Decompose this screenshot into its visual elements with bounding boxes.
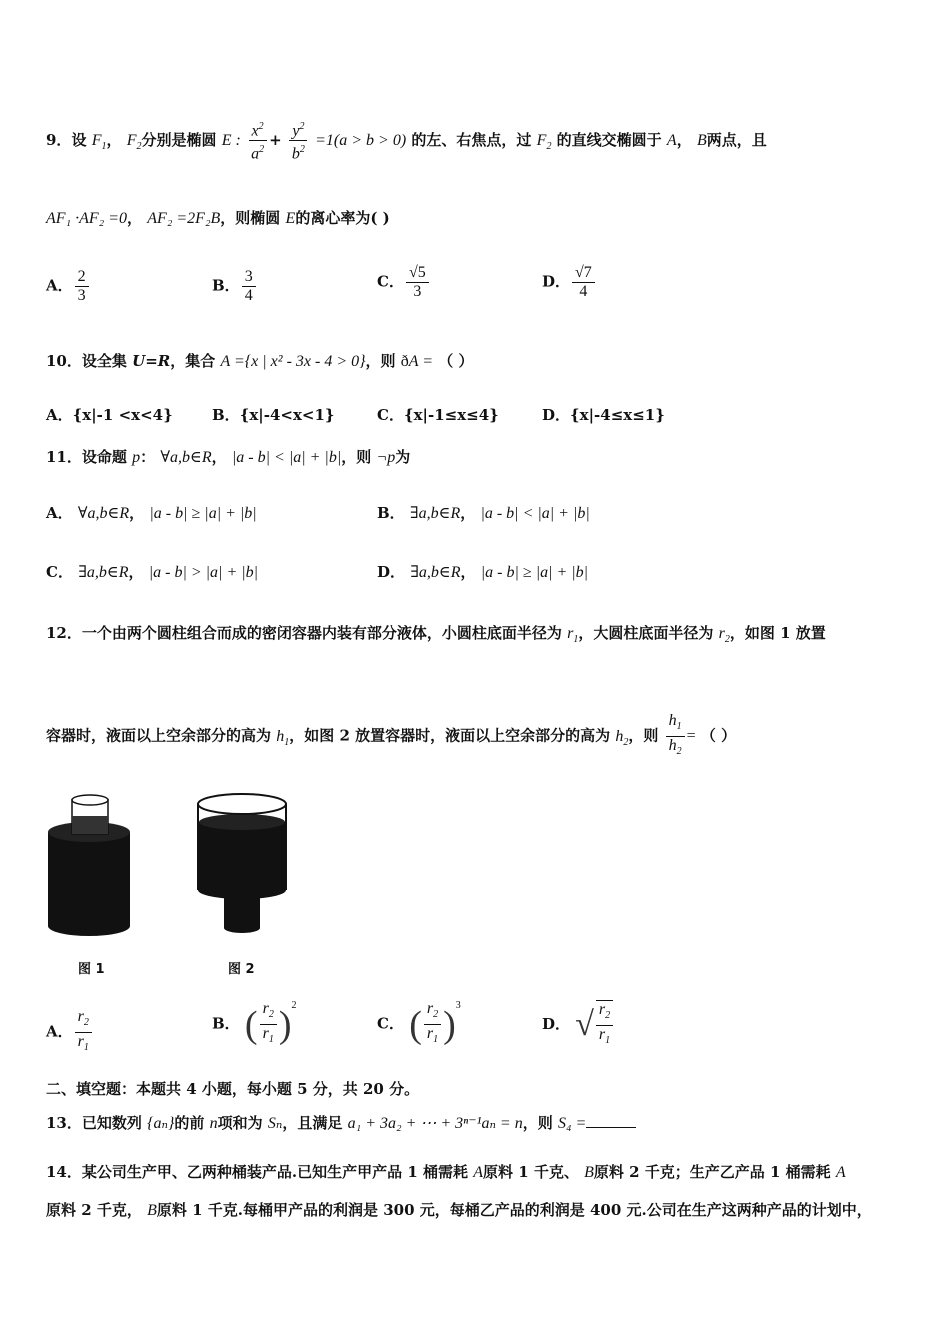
q9-cond2: AF₂ =2F₂B bbox=[147, 210, 221, 227]
q12-text-6: ，则 bbox=[628, 726, 659, 745]
q9-text-4: 的直线交椭圆于 bbox=[556, 130, 662, 149]
q9-text-7: 的离心率为( ) bbox=[295, 209, 390, 227]
q12-text-2: ，大圆柱底面半径为 bbox=[578, 624, 714, 642]
q13-text: 已知数列 bbox=[81, 1114, 142, 1132]
q12-option-b[interactable]: B． ( $\frac{r_2}{r_1}$ ) $^2$ bbox=[212, 1000, 297, 1046]
q10-option-d[interactable]: D．{x|-4≤x≤1} bbox=[542, 406, 665, 424]
q14-text-3: 原料 2 千克；生产乙产品 1 桶需耗 bbox=[593, 1163, 831, 1181]
q10-stem bbox=[46, 350, 910, 371]
q9-eq-rhs: =1(a > b > 0) bbox=[315, 131, 407, 149]
q11-stem bbox=[46, 446, 910, 467]
q10-complement-a: A = bbox=[408, 353, 434, 370]
q9-sep-2: ， bbox=[676, 130, 692, 149]
q11-option-a[interactable]: A． ∀a,b∈R， |a - b| ≥ |a| + |b| bbox=[46, 504, 257, 522]
q13-n: n bbox=[209, 1115, 218, 1132]
figure-2-caption: 图 2 bbox=[228, 962, 255, 977]
q11-quantifier: ∀a,b∈R bbox=[160, 449, 212, 466]
q12-stem-line2 bbox=[46, 712, 910, 761]
fig2-big-top bbox=[198, 794, 286, 814]
q14-B-2: B bbox=[147, 1202, 157, 1219]
q9-text-2: 分别是椭圆 bbox=[141, 130, 217, 149]
q9-sep-3: ， bbox=[127, 209, 143, 227]
q12-option-a[interactable]: A． $\frac{r_2}{r_1}$ bbox=[46, 1008, 94, 1057]
q9-text-6: ，则椭圆 bbox=[220, 209, 281, 227]
q9-stem-line2 bbox=[46, 207, 910, 228]
q13-stem bbox=[46, 1112, 910, 1133]
fig1-big-cylinder bbox=[48, 832, 130, 926]
figure-1-caption: 图 1 bbox=[78, 962, 105, 977]
q11-text: 设命题 bbox=[81, 448, 127, 466]
q13-expression: a₁ + 3a₂ + ⋯ + 3ⁿ⁻¹aₙ = n bbox=[347, 1115, 523, 1132]
q12-h2: $h_2$ bbox=[615, 727, 629, 748]
q11-option-d[interactable]: D． ∃a,b∈R， |a - b| ≥ |a| + |b| bbox=[377, 563, 589, 581]
q11-text-3: 为 bbox=[395, 448, 411, 466]
fig2-small-bottom bbox=[224, 923, 260, 933]
q10-option-a[interactable]: A．{x|-1 <x<4} bbox=[46, 406, 173, 424]
q13-sn: Sₙ bbox=[267, 1115, 283, 1132]
q9-B: B bbox=[696, 131, 707, 149]
q12-text: 一个由两个圆柱组合而成的密闭容器内装有部分液体，小圆柱底面半径为 bbox=[81, 624, 562, 642]
q13-answer-blank[interactable] bbox=[586, 1113, 636, 1128]
q9-text-3: 的左、右焦点，过 bbox=[411, 130, 532, 149]
q14-B: B bbox=[584, 1164, 594, 1181]
q12-r1: $r_1$ bbox=[567, 625, 579, 646]
q11-p: p bbox=[132, 449, 141, 466]
q9-cond1: AF₁ ·AF₂ =0 bbox=[46, 210, 128, 227]
q10-option-b[interactable]: B．{x|-4<x<1} bbox=[212, 406, 335, 424]
fig1-small-liquid bbox=[72, 816, 108, 834]
q9-F2-b: $F_2$ bbox=[536, 131, 552, 153]
q9-text-5: 两点，且 bbox=[706, 130, 767, 149]
q14-text: 某公司生产甲、乙两种桶装产品.已知生产甲产品 1 桶需耗 bbox=[81, 1163, 468, 1181]
q11-option-c[interactable]: C． ∃a,b∈R， |a - b| > |a| + |b| bbox=[46, 563, 259, 581]
q9-option-d[interactable]: D． $\frac{√7}{4}$ bbox=[542, 264, 597, 301]
q11-option-b[interactable]: B． ∃a,b∈R， |a - b| < |a| + |b| bbox=[377, 504, 590, 522]
q10-set: A ={x | x² - 3x - 4 > 0} bbox=[220, 353, 366, 370]
fig2-liquid-surface bbox=[199, 814, 285, 830]
q14-text-5: 原料 1 千克.每桶甲产品的利润是 300 元，每桶乙产品的利润是 400 元.公司在生产这两种产品的计划中， bbox=[156, 1201, 872, 1219]
q12-text-4: 容器时，液面以上空余部分的高为 bbox=[46, 726, 272, 745]
q9-ellipse-lhs: E : bbox=[221, 131, 241, 149]
q10-complement-symbol: ð bbox=[400, 353, 409, 370]
q11-sep: ， bbox=[211, 448, 227, 466]
q11-not-p: ¬p bbox=[376, 449, 396, 466]
q11-inequality: |a - b| < |a| + |b| bbox=[231, 449, 342, 466]
q9-text: 设 bbox=[71, 130, 87, 149]
q10-universe: U=R bbox=[132, 352, 171, 370]
q10-option-c[interactable]: C．{x|-1≤x≤4} bbox=[377, 406, 499, 424]
q12-h1: $h_1$ bbox=[276, 727, 290, 748]
section-2-header: 二、填空题：本题共 4 小题，每小题 5 分，共 20 分。 bbox=[46, 1080, 420, 1098]
q13-number: 13． bbox=[46, 1114, 82, 1132]
q14-line2 bbox=[46, 1199, 930, 1220]
q14-number: 14． bbox=[46, 1163, 82, 1181]
q11-text-2: ，则 bbox=[341, 448, 372, 466]
q12-ratio: $\frac{h_1}{h_2}$ bbox=[666, 712, 685, 761]
q13-sequence: {aₙ} bbox=[147, 1115, 175, 1132]
q9-option-a[interactable]: A． $\frac{2}{3}$ bbox=[46, 268, 91, 305]
q10-number: 10． bbox=[46, 352, 82, 370]
q9-number: 9． bbox=[46, 130, 72, 149]
q9-A: A bbox=[666, 131, 677, 149]
q12-text-7: （ ） bbox=[700, 726, 737, 745]
q12-text-3: ，如图 1 放置 bbox=[729, 624, 826, 642]
q9-frac-y: $\frac{y^2}{b^2}$ bbox=[289, 118, 308, 164]
figure-1-container-upright bbox=[44, 792, 134, 952]
q12-option-d[interactable]: D． √ $\frac{r_2}{r_1}$ bbox=[542, 1000, 615, 1050]
q9-option-b[interactable]: B． $\frac{3}{4}$ bbox=[212, 268, 258, 305]
q10-text-2: ，集合 bbox=[170, 352, 216, 370]
q10-text-3: ，则 bbox=[365, 352, 396, 370]
q12-option-c[interactable]: C． ( $\frac{r_2}{r_1}$ ) $^3$ bbox=[377, 1000, 461, 1046]
figure-2-container-inverted bbox=[194, 790, 290, 950]
q14-A-2: A bbox=[835, 1164, 846, 1181]
q12-number: 12． bbox=[46, 624, 82, 642]
q14-A: A bbox=[473, 1164, 483, 1181]
q14-text-2: 原料 1 千克、 bbox=[483, 1163, 579, 1181]
q13-text-4: ，且满足 bbox=[282, 1114, 343, 1132]
q12-eq: = bbox=[686, 727, 696, 745]
q9-F2: $F_2$ bbox=[126, 131, 142, 153]
q9-F1: $F_1$ bbox=[91, 131, 107, 153]
fig1-small-top bbox=[72, 795, 108, 805]
q10-text-4: （ ） bbox=[438, 352, 474, 370]
q12-stem-line1 bbox=[46, 622, 910, 645]
q13-text-3: 项和为 bbox=[217, 1114, 263, 1132]
q9-frac-x: $\frac{x^2}{a^2}$ bbox=[248, 118, 267, 164]
q13-text-2: 的前 bbox=[174, 1114, 205, 1132]
q9-stem-line1: 9．设 $F_1$， $F_2$分别是椭圆 E : $\frac{x^2}{a^2}$ + $\frac{y^2}{b^2}$ =1(a > b > 0) 的左、右焦点，过 $F_2$ 的直线交椭圆于 A， B两点，且 bbox=[46, 118, 910, 164]
q14-line1 bbox=[46, 1161, 910, 1182]
q9-option-c[interactable]: C． $\frac{√5}{3}$ bbox=[377, 264, 431, 301]
q12-r2: $r_2$ bbox=[718, 625, 730, 646]
q11-number: 11． bbox=[46, 448, 82, 466]
q13-text-5: ，则 bbox=[522, 1114, 553, 1132]
q11-colon: ： bbox=[140, 448, 156, 466]
fig2-big-bottom bbox=[198, 881, 286, 899]
q12-text-5: ，如图 2 放置容器时，液面以上空余部分的高为 bbox=[289, 726, 611, 745]
q13-s4: S₄ = bbox=[557, 1115, 587, 1132]
q10-text: 设全集 bbox=[81, 352, 127, 370]
q9-sep: ， bbox=[106, 130, 122, 149]
q9-E: E bbox=[285, 210, 296, 227]
q14-text-4: 原料 2 千克， bbox=[46, 1201, 142, 1219]
